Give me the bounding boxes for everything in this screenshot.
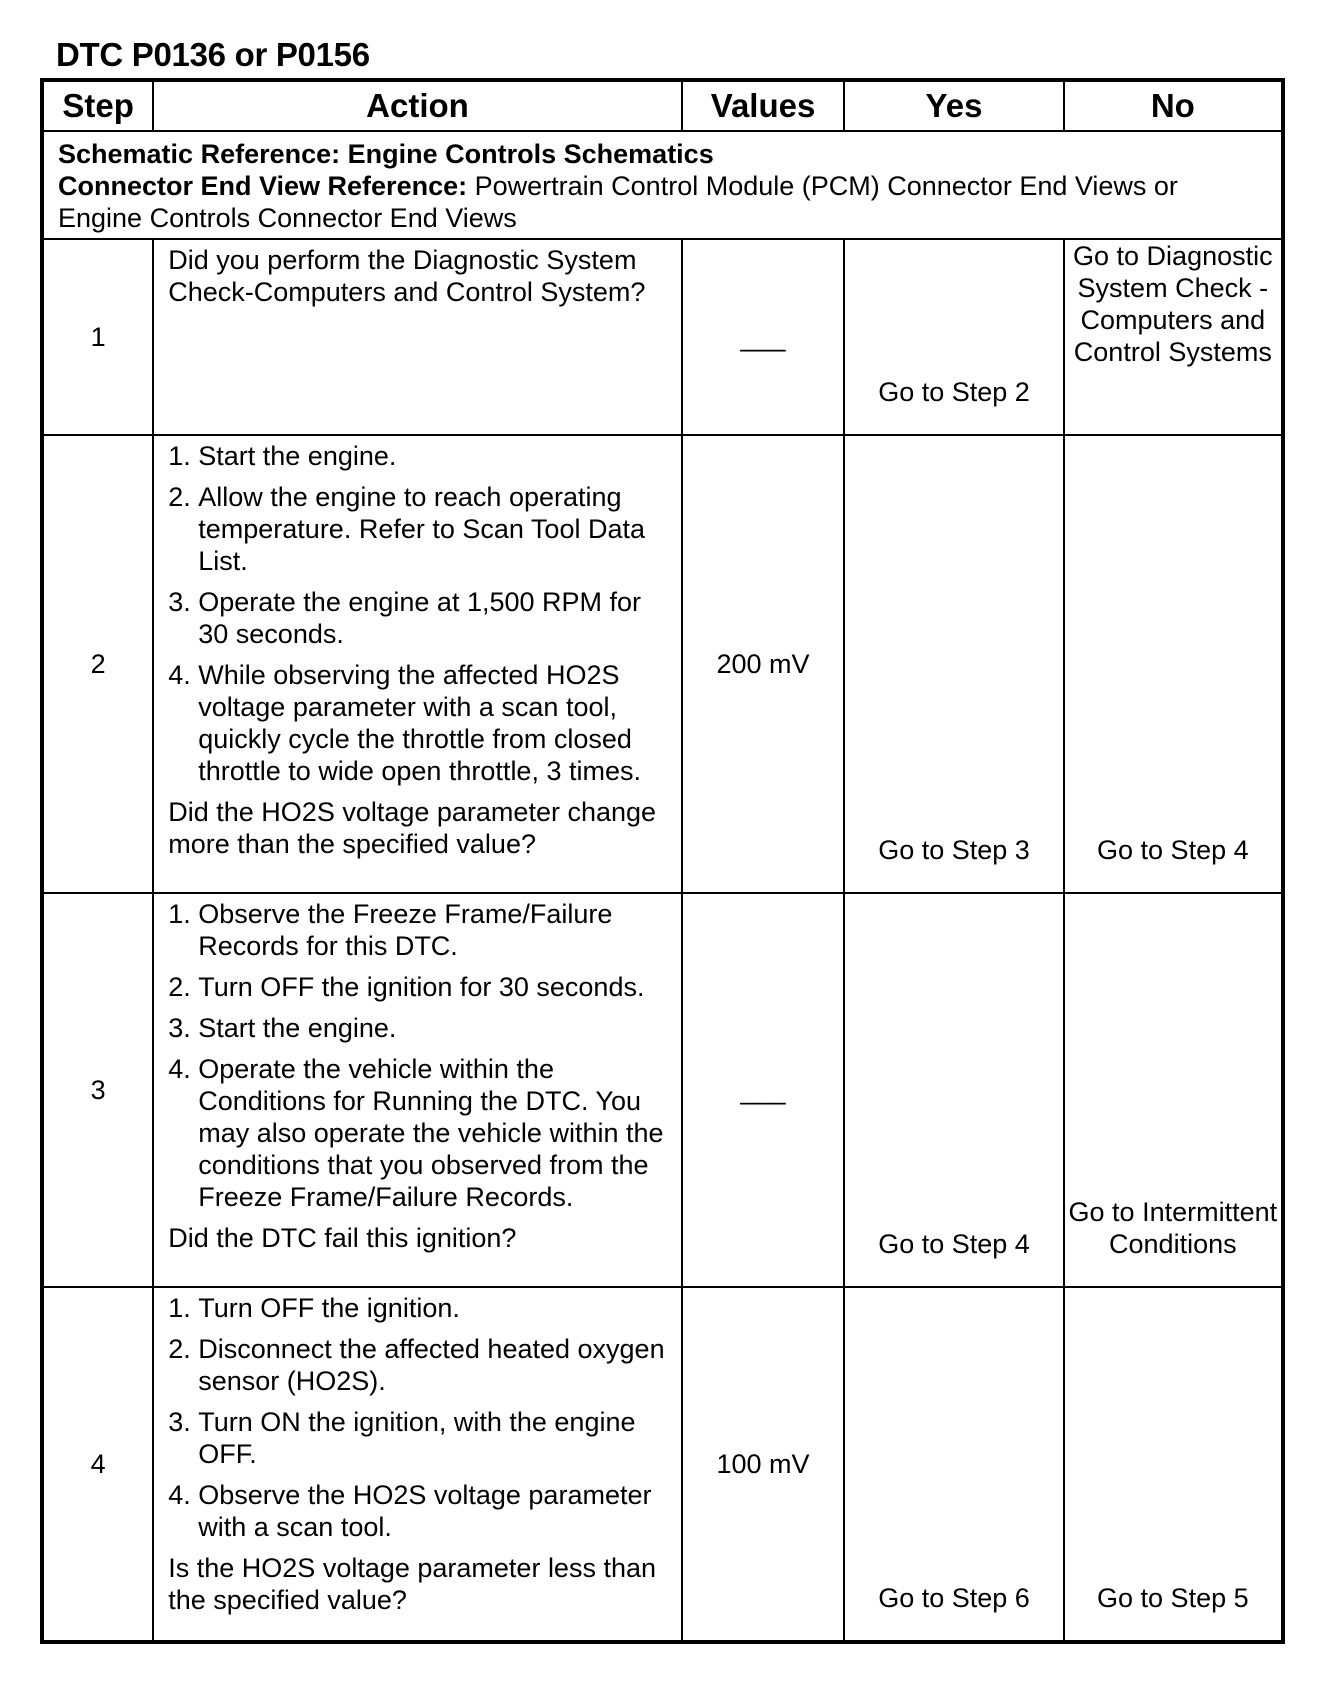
reference-cell bbox=[42, 131, 1283, 239]
action-item-number: 1. bbox=[168, 899, 191, 929]
action-cell bbox=[153, 435, 681, 893]
connector-reference bbox=[58, 170, 1267, 234]
header-yes: Yes bbox=[844, 80, 1063, 131]
action-list bbox=[168, 440, 666, 787]
values-cell: 100 mV bbox=[682, 1287, 845, 1642]
action-item-number: 3. bbox=[168, 1407, 191, 1437]
header-values: Values bbox=[682, 80, 845, 131]
step-number: 3 bbox=[42, 893, 153, 1287]
step-number: 2 bbox=[42, 435, 153, 893]
header-row bbox=[42, 80, 1283, 131]
no-cell: Go to Step 4 bbox=[1064, 435, 1283, 893]
action-item bbox=[168, 586, 666, 650]
yes-cell: Go to Step 3 bbox=[844, 435, 1063, 893]
values-cell: 200 mV bbox=[682, 435, 845, 893]
action-list bbox=[168, 1292, 666, 1543]
action-item-number: 2. bbox=[168, 972, 191, 1002]
step-number: 4 bbox=[42, 1287, 153, 1642]
table-row bbox=[42, 893, 1283, 1287]
no-cell: Go to Diagnostic System Check - Computers and Control Systems bbox=[1064, 239, 1283, 435]
action-question: Is the HO2S voltage parameter less than the specified value? bbox=[168, 1553, 657, 1615]
action-item-number: 1. bbox=[168, 1293, 191, 1323]
table-row bbox=[42, 1287, 1283, 1642]
page-title: DTC P0136 or P0156 bbox=[56, 36, 370, 73]
action-question: Did the HO2S voltage parameter change more than the specified value? bbox=[168, 797, 657, 859]
step-number: 1 bbox=[42, 239, 153, 435]
action-item-text: Allow the engine to reach operating temperature. Refer to Scan Tool Data List. bbox=[198, 482, 645, 576]
step-rows bbox=[42, 239, 1283, 1642]
action-item-number: 4. bbox=[168, 660, 191, 690]
yes-cell: Go to Step 6 bbox=[844, 1287, 1063, 1642]
schematic-reference-text: Schematic Reference: Engine Controls Schematics bbox=[58, 139, 714, 169]
action-item-number: 2. bbox=[168, 482, 191, 512]
action-item bbox=[168, 1333, 666, 1397]
action-item-text: Turn ON the ignition, with the engine OFF. bbox=[198, 1407, 636, 1469]
action-item-text: While observing the affected HO2S voltage parameter with a scan tool, quickly cycle the throttle from closed throttle to wide open throttle, 3 times. bbox=[198, 660, 641, 786]
action-item-text: Observe the Freeze Frame/Failure Records for this DTC. bbox=[198, 899, 613, 961]
action-item bbox=[168, 1053, 666, 1213]
diagnostic-table bbox=[40, 78, 1285, 1644]
reference-row bbox=[42, 131, 1283, 239]
connector-reference-label: Connector End View Reference: bbox=[58, 171, 468, 201]
action-list bbox=[168, 898, 666, 1213]
action-item-number: 1. bbox=[168, 441, 191, 471]
no-cell: Go to Intermittent Conditions bbox=[1064, 893, 1283, 1287]
no-cell: Go to Step 5 bbox=[1064, 1287, 1283, 1642]
action-item bbox=[168, 1292, 666, 1324]
action-item bbox=[168, 1406, 666, 1470]
values-cell: ___ bbox=[682, 893, 845, 1287]
values-cell: ___ bbox=[682, 239, 845, 435]
action-item bbox=[168, 1012, 666, 1044]
action-cell bbox=[153, 239, 681, 435]
action-item bbox=[168, 1479, 666, 1543]
action-intro: Did you perform the Diagnostic System Check-Computers and Control System? bbox=[168, 245, 646, 307]
action-item-text: Operate the vehicle within the Conditions for Running the DTC. You may also operate the vehicle within the conditions that you observed from the Freeze Frame/Failure Records. bbox=[198, 1054, 664, 1212]
schematic-reference bbox=[58, 138, 1267, 170]
action-question: Did the DTC fail this ignition? bbox=[168, 1223, 517, 1253]
action-item-number: 3. bbox=[168, 1013, 191, 1043]
header-step: Step bbox=[42, 80, 153, 131]
connector-reference-text: Powertrain Control Module (PCM) Connector End Views or Engine Controls Connector End Views bbox=[58, 171, 1178, 233]
action-item bbox=[168, 971, 666, 1003]
action-item bbox=[168, 659, 666, 787]
header-action: Action bbox=[153, 80, 681, 131]
action-item bbox=[168, 898, 666, 962]
header-no: No bbox=[1064, 80, 1283, 131]
action-item-number: 2. bbox=[168, 1334, 191, 1364]
table-row bbox=[42, 239, 1283, 435]
yes-cell: Go to Step 2 bbox=[844, 239, 1063, 435]
action-item-text: Start the engine. bbox=[198, 1013, 397, 1043]
action-item bbox=[168, 440, 666, 472]
action-item-number: 4. bbox=[168, 1054, 191, 1084]
action-item-text: Start the engine. bbox=[198, 441, 397, 471]
action-item bbox=[168, 481, 666, 577]
action-cell bbox=[153, 1287, 681, 1642]
table-row bbox=[42, 435, 1283, 893]
action-item-text: Operate the engine at 1,500 RPM for 30 seconds. bbox=[198, 587, 642, 649]
action-item-text: Turn OFF the ignition for 30 seconds. bbox=[198, 972, 645, 1002]
action-item-text: Disconnect the affected heated oxygen sensor (HO2S). bbox=[198, 1334, 665, 1396]
action-item-number: 4. bbox=[168, 1480, 191, 1510]
action-cell bbox=[153, 893, 681, 1287]
action-item-text: Observe the HO2S voltage parameter with a scan tool. bbox=[198, 1480, 652, 1542]
yes-cell: Go to Step 4 bbox=[844, 893, 1063, 1287]
action-item-number: 3. bbox=[168, 587, 191, 617]
action-item-text: Turn OFF the ignition. bbox=[198, 1293, 460, 1323]
